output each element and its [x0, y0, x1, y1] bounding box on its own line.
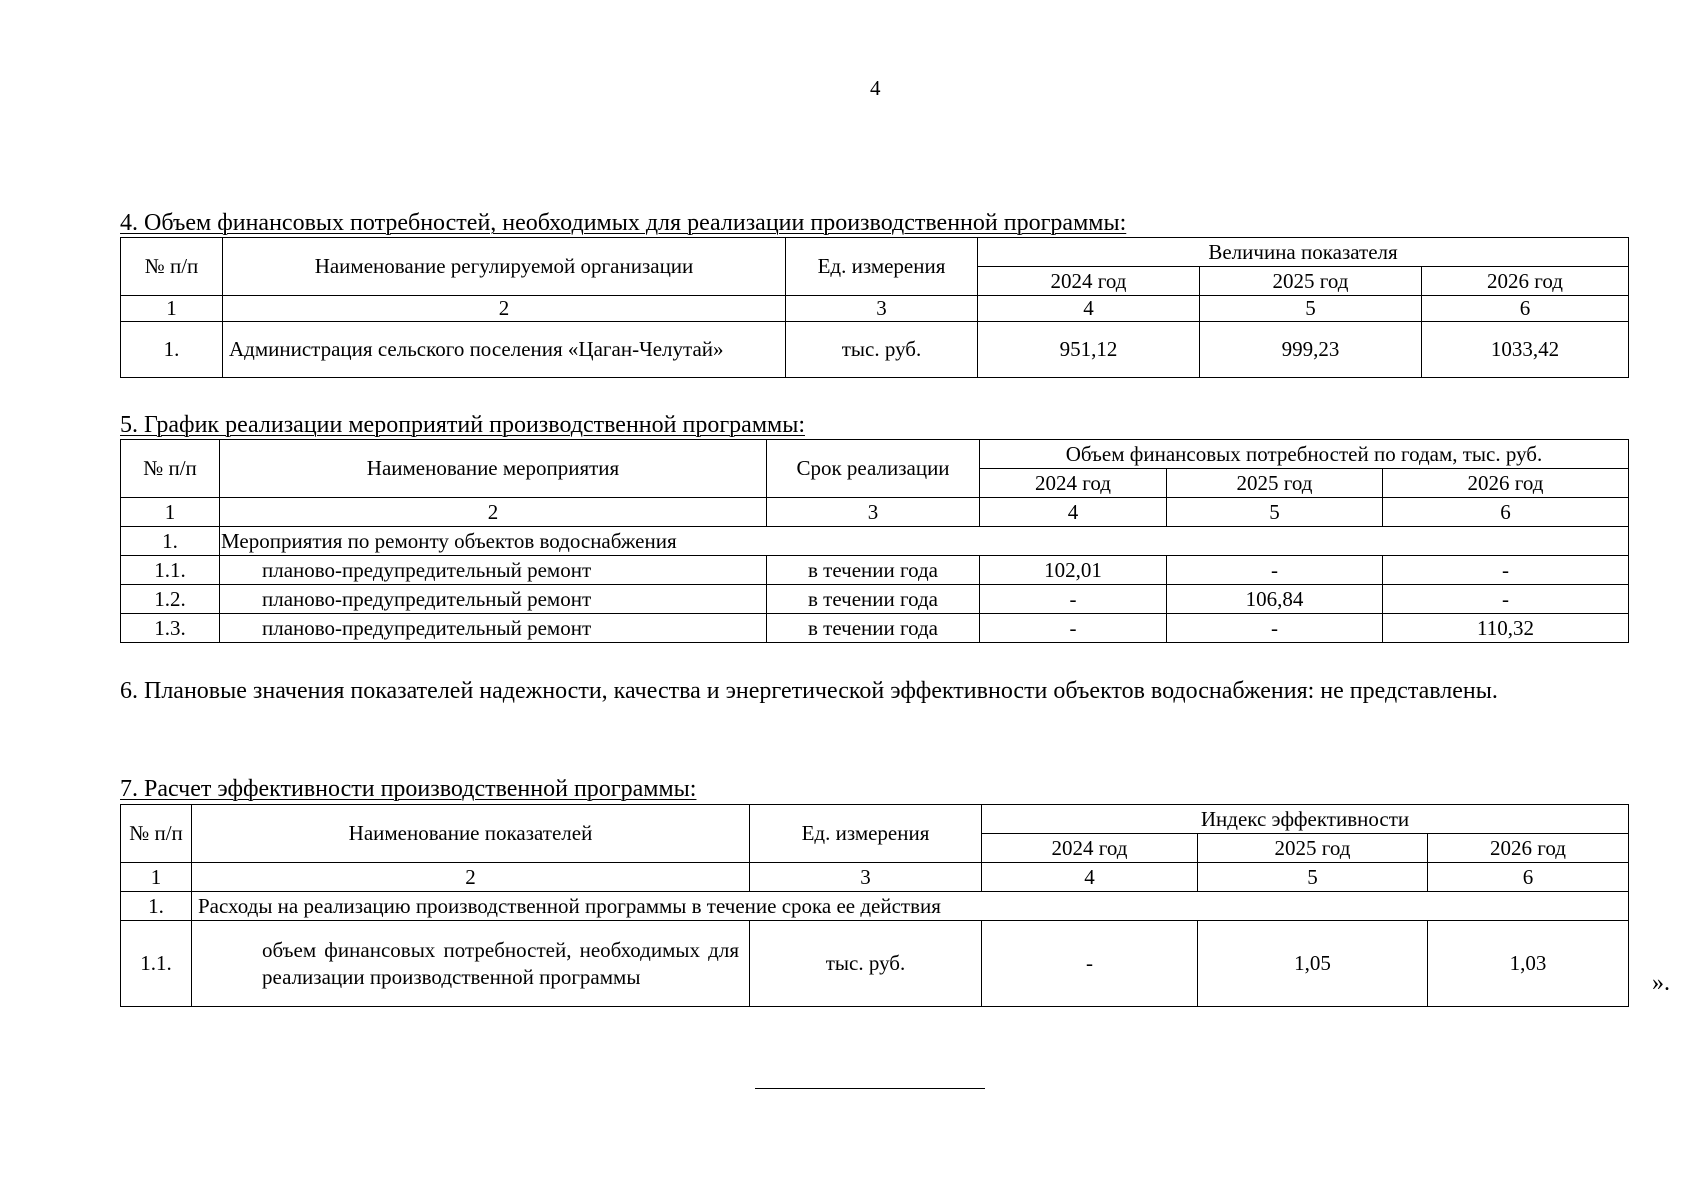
header-year: 2025 год	[1198, 834, 1428, 863]
row-num: 1.3.	[121, 614, 220, 643]
header-group: Величина показателя	[978, 238, 1629, 267]
column-number: 2	[192, 863, 750, 892]
row-unit: тыс. руб.	[750, 921, 982, 1007]
header-year: 2026 год	[1422, 267, 1629, 296]
table-row	[121, 614, 1629, 643]
row-name: объем финансовых потребностей, необходимых для реализации производственной программы	[192, 921, 750, 1007]
header-name: Наименование показателей	[192, 805, 750, 863]
column-number: 5	[1167, 498, 1383, 527]
header-group: Объем финансовых потребностей по годам, тыс. руб.	[980, 440, 1629, 469]
page-number: 4	[870, 76, 881, 100]
section-7-heading: 7. Расчет эффективности производственной программы:	[120, 776, 697, 802]
section-5-heading: 5. График реализации мероприятий производственной программы:	[120, 412, 805, 438]
column-number: 2	[223, 296, 786, 322]
header-term: Срок реализации	[767, 440, 980, 498]
row-value: 1033,42	[1422, 322, 1629, 378]
footer-divider	[755, 1088, 985, 1089]
row-value: 999,23	[1200, 322, 1422, 378]
row-name: Администрация сельского поселения «Цаган-Челутай»	[223, 322, 786, 378]
header-num: № п/п	[121, 805, 192, 863]
row-value: -	[1167, 614, 1383, 643]
row-value: -	[982, 921, 1198, 1007]
header-num: № п/п	[121, 440, 220, 498]
header-num: № п/п	[121, 238, 223, 296]
header-year: 2024 год	[982, 834, 1198, 863]
row-name: планово-предупредительный ремонт	[220, 585, 767, 614]
section-5-table	[120, 439, 1629, 643]
row-name: планово-предупредительный ремонт	[220, 556, 767, 585]
row-num: 1.	[121, 322, 223, 378]
section-4-heading: 4. Объем финансовых потребностей, необходимых для реализации производственной программы:	[120, 210, 1127, 236]
row-value: 102,01	[980, 556, 1167, 585]
row-term: в течении года	[767, 585, 980, 614]
row-value: -	[1383, 585, 1629, 614]
row-value: -	[1167, 556, 1383, 585]
column-number: 2	[220, 498, 767, 527]
column-number: 3	[750, 863, 982, 892]
column-number: 6	[1428, 863, 1629, 892]
header-year: 2026 год	[1383, 469, 1629, 498]
column-number: 3	[786, 296, 978, 322]
column-number: 5	[1200, 296, 1422, 322]
row-value: 106,84	[1167, 585, 1383, 614]
group-row	[121, 892, 1629, 921]
header-year: 2025 год	[1200, 267, 1422, 296]
group-row-name: Мероприятия по ремонту объектов водоснабжения	[220, 527, 1629, 556]
header-year: 2025 год	[1167, 469, 1383, 498]
column-number: 5	[1198, 863, 1428, 892]
header-unit: Ед. измерения	[750, 805, 982, 863]
header-year: 2024 год	[978, 267, 1200, 296]
row-value: 1,03	[1428, 921, 1629, 1007]
row-value: 1,05	[1198, 921, 1428, 1007]
column-number: 4	[980, 498, 1167, 527]
row-value: -	[980, 585, 1167, 614]
column-number: 4	[978, 296, 1200, 322]
row-value: 110,32	[1383, 614, 1629, 643]
header-group: Индекс эффективности	[982, 805, 1629, 834]
row-num: 1.1.	[121, 921, 192, 1007]
column-number: 1	[121, 863, 192, 892]
row-value: -	[980, 614, 1167, 643]
table-row	[121, 322, 1629, 378]
column-number: 3	[767, 498, 980, 527]
closing-quote-mark: ».	[1652, 970, 1670, 996]
group-row-num: 1.	[121, 527, 220, 556]
header-name: Наименование регулируемой организации	[223, 238, 786, 296]
group-row-name: Расходы на реализацию производственной программы в течение срока ее действия	[192, 892, 1629, 921]
row-term: в течении года	[767, 614, 980, 643]
table-row	[121, 921, 1629, 1007]
column-number: 4	[982, 863, 1198, 892]
column-number: 1	[121, 498, 220, 527]
row-unit: тыс. руб.	[786, 322, 978, 378]
row-num: 1.2.	[121, 585, 220, 614]
table-row	[121, 556, 1629, 585]
header-name: Наименование мероприятия	[220, 440, 767, 498]
section-4-table	[120, 237, 1629, 378]
row-name: планово-предупредительный ремонт	[220, 614, 767, 643]
row-term: в течении года	[767, 556, 980, 585]
row-num: 1.1.	[121, 556, 220, 585]
group-row-num: 1.	[121, 892, 192, 921]
row-value: 951,12	[978, 322, 1200, 378]
header-year: 2026 год	[1428, 834, 1629, 863]
header-unit: Ед. измерения	[786, 238, 978, 296]
column-number: 1	[121, 296, 223, 322]
group-row	[121, 527, 1629, 556]
row-value: -	[1383, 556, 1629, 585]
table-row	[121, 585, 1629, 614]
header-year: 2024 год	[980, 469, 1167, 498]
section-6-paragraph: 6. Плановые значения показателей надежности, качества и энергетической эффективности объектов водоснабжения: не представлены.	[120, 678, 1498, 704]
column-number: 6	[1383, 498, 1629, 527]
column-number: 6	[1422, 296, 1629, 322]
section-7-table	[120, 804, 1629, 1007]
